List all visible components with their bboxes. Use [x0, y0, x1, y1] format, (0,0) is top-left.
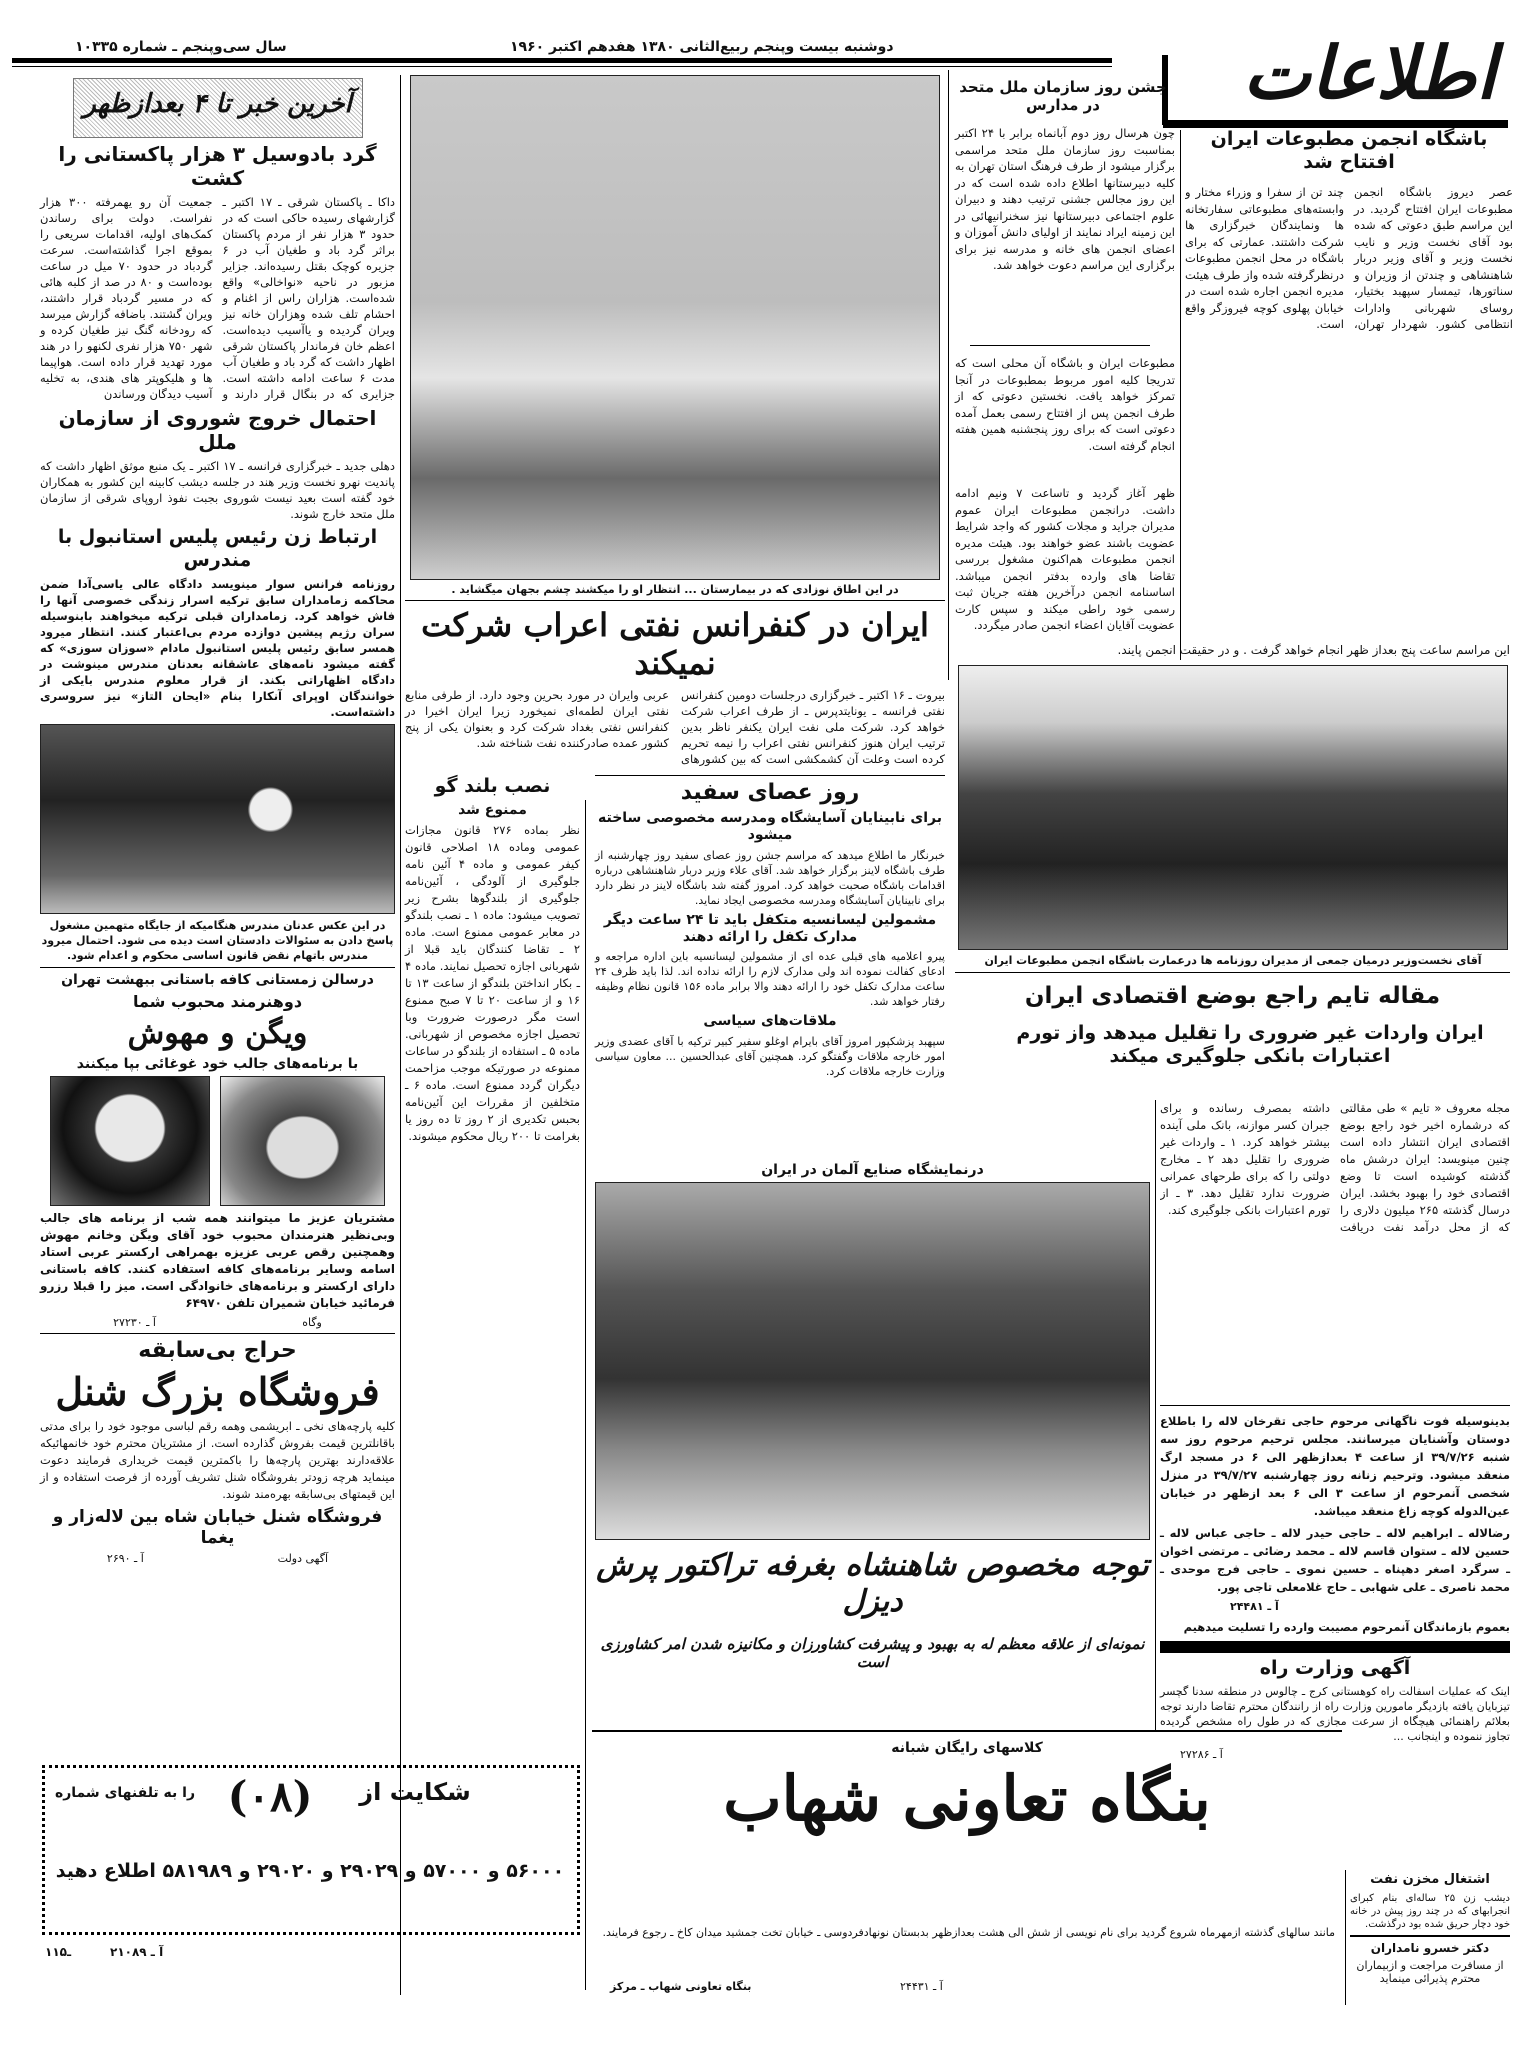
- column-rule: [948, 70, 949, 680]
- complaint-label: شکایت از: [359, 1778, 471, 1806]
- complaint-numbers: ۵۶۰۰۰ و ۵۷۰۰۰ و ۲۹۰۲۹ و ۲۹۰۲۰ و ۵۸۱۹۸۹ اطلاع دهید: [55, 1860, 565, 1882]
- soviet-body: دهلی جدید ـ خبرگزاری فرانسه ـ ۱۷ اکتبر ـ یک منبع موثق اظهار داشت که پاندیت نهرو نخست وزیر هند در جلسه دیشب کابینه این کشور به همکاران خود گفته است بعید نیست شوروی بجبت نفوذ اروپای شرقی از سازمان ملل متحد خارج شوند.: [40, 459, 395, 521]
- complaint-ref: آ ـ ۲۱۰۸۹: [110, 1945, 164, 1959]
- harraj-agency: آگهی دولت: [277, 1552, 329, 1566]
- time-body: مجله معروف « تایم » طی مقالتی که درشماره اخیر خود راجع بوضع اقتصادی ایران انتشار داده است چنین مینویسد: ایران درشش ماه گذشته کوشیده است تا وضع اقتصادی خود را بهبود بخشد. ایران درسال گذشته ۲۶۵ میلیون دلاری را که از محل درآمد نفت دریافت داشته بمصرف رسانده و برای جبران کسر موازنه، بانک ملی آینده بیشتر خواهد کرد. ۱ ـ واردات غیر ضروری را تقلیل دهد ۲ ـ مخارج دولتی را که برای طرحهای عمرانی ضرورت ندارد تقلیل دهد. ۳ ـ از تورم اعتبارات بانکی جلوگیری کند.: [1160, 1101, 1510, 1234]
- obituary-ref: آ ـ ۲۴۴۸۱: [1230, 1600, 1279, 1613]
- obituary-body: بدینوسیله فوت ناگهانی مرحوم حاجی تقرخان لاله را باطلاع دوستان وآشنایان میرسانند. مجلس ترحیم مرحوم روز سه شنبه ۳۹/۷/۲۶ از ساعت ۴ بعدازظهر الی ۶ در مسجد ارگ منعقد میشود. وترحیم زنانه روز چهارشنبه ۳۹/۷/۲۷ در منزل شخصی آنمرحوم از ساعت ۳ الی ۶ بعد ازظهر در خیابان عین‌الدوله کوچه زاغ منعقد میباشد.: [1160, 1414, 1511, 1518]
- hospital-photo-caption: در این اطاق نوزادی که در بیمارستان ... انتظار او را میکشند چشم بجهان میگشاید .: [451, 583, 899, 596]
- press-club-headline: باشگاه انجمن مطبوعات ایران افتتاح شد: [1210, 128, 1488, 173]
- pakistan-headline: گرد بادوسیل ۳ هزار پاکستانی را کشت: [58, 142, 377, 190]
- loudspeaker-column: [405, 775, 580, 1146]
- column-rule: [400, 75, 401, 1995]
- issue-date: دوشنبه بیست وپنجم ربیع‌الثانی ۱۳۸۰ هفدهم اکتبر ۱۹۶۰: [510, 39, 894, 55]
- trial-photo-caption: در این عکس عدنان مندرس هنگامیکه از جایگاه متهمین مشغول پاسخ دادن به سئوالات دادستان است دیده می شود. احتمال میرود مندرس باتهام نقض قانون اساسی محکوم و اعدام شود.: [41, 918, 394, 962]
- tractor-subheadline: نمونه‌ای از علاقه معظم له به بهبود و پیشرفت کشاورزان و مکانیزه شدن امر کشاورزی است: [600, 1635, 1145, 1671]
- header-rule: [12, 58, 1112, 63]
- harraj-store: فروشگاه بزرگ شنل: [55, 1368, 380, 1414]
- oil-headline: ایران در کنفرانس نفتی اعراب شرکت نمیکند: [421, 606, 929, 683]
- istanbul-body: روزنامه فرانس سوار مینویسد دادگاه عالی یاسی‌آدا ضمن محاکمه زمامداران سابق ترکیه اسرار زندگی خصوصی آنها را فاش خواهد کرد. زمامداران قبلی ترکیه میخواهند بابنوسیله سران رژیم پیشین دوازده مردم بی‌اعتبار کنند. انتظار میرود همسر سابق رئیس پلیس استانبول مادام «سوزان سوزی» که گفته میشود نامه‌های عاشقانه بعدنان مندرس مینوشت در دادگاه اظهاراتی بکند. از قرار معلوم مندرس بایکی از خوانندگان اوپرای آنکارا بنام «ایحان التاز» نیز سروسری داشته‌است.: [40, 576, 395, 719]
- road-ad-ref: آ ـ ۲۷۲۸۶: [1180, 1747, 1223, 1761]
- white-cane-subheadline: برای نابینایان آسایشگاه ومدرسه مخصوصی ساخته میشود: [598, 810, 942, 843]
- istanbul-headline: ارتباط زن رئیس پلیس استانبول با مندرس: [57, 526, 378, 571]
- column-rule: [1345, 1870, 1346, 2005]
- divider: [1350, 1935, 1510, 1937]
- column-rule: [1180, 130, 1181, 660]
- divider: [405, 600, 945, 601]
- press-club-body: عصر دیروز باشگاه انجمن مطبوعات ایران افتتاح گردید. در این مراسم طبق دعوتی که شده بود آقای نخست وزیر و نایب نخست وزیر و آقای وزیر دربار شاهنشاهی و چندتن از وزیران و سناتورها، تیمسار سپهبد بختیار، روسای شهربانی وادارات انتظامی کشور. شهردار تهران، چند تن از سفرا و وزراء مختار و وابسته‌های مطبوعاتی سفارتخانه ها ونمایندگان خبرگزاری ها شرکت داشتند. عمارتی که برای باشگاه در محل انجمن مطبوعات درنظرگرفته شده واز طرف هیئت مدیره انجمن اجاره شده است در خیابان پهلوی کوچه فیروزگر واقع است.: [1185, 185, 1513, 331]
- doctor-body: از مسافرت مراجعت و ازبیماران محترم پذیرائی مینماید: [1356, 1958, 1504, 1986]
- oil-depot-body: دیشب زن ۲۵ ساله‌ای بنام کبرای انجرابهای که در چند روز پیش در خانه خود دچار حریق شده بود درگذشت.: [1350, 1892, 1510, 1930]
- press-club-closing: این مراسم ساعت پنج بعداز ظهر انجام خواهد گرفت . و در حقیقت انجمن پایند.: [1117, 643, 1510, 657]
- masthead-title: اطلاعات: [1243, 30, 1496, 115]
- black-bar: [1160, 1641, 1510, 1653]
- doctor-title: دکتر خسرو نامداران: [1370, 1940, 1490, 1955]
- cafe-line3: با برنامه‌های جالب خود غوغائی بپا میکنند: [76, 1055, 359, 1072]
- divider: [40, 1333, 395, 1334]
- divider: [40, 967, 395, 968]
- draftees-body: پیرو اعلامیه های قبلی عده ای از مشمولین لیسانسیه باین اداره مراجعه و ادعای کفالت نموده اند ولی مدارک لازم را ارائه نداده اند. لذا باید ظرف ۲۴ ساعت مدارک تکفل خود را ارائه دهند والا برابر ماده ۱۵۶ قانون نظام وظیفه رفتار خواهد شد.: [595, 950, 945, 1009]
- shahab-ref: آ ـ ۲۴۴۳۱: [900, 1980, 943, 1993]
- road-ad-body: اینک که عملیات اسفالت راه کوهستانی کرج ـ چالوس در منطقه سدنا گچسر تیزبایان یافته بازدیگر مامورین وزارت راه از رانندگان محترم تقاضا دارند توجه بعلائم راهنمائی هیچگاه از سرعت مجازی که در طول راه مشخص گردیده تجاوز ننموده و اینجانب ...: [1160, 1684, 1510, 1743]
- german-fair-photo: [595, 1182, 1150, 1540]
- complaint-code2: ۱ـ۱۵: [45, 1945, 72, 1959]
- pm-photo: [958, 665, 1508, 950]
- shahab-body: مانند سالهای گذشته ازمهرماه شروع گردید برای نام نویسی از شش الی هشت بعدازظهر بدبستان نونهادفردوسی ـ خیابان تخت جمشید میدان کاخ ـ رجوع فرمایند.: [602, 1926, 1335, 1939]
- cafe-line2: دوهنرمند محبوب شما: [132, 992, 303, 1012]
- shahab-top: کلاسهای رایگان شبانه: [891, 1740, 1043, 1756]
- harraj-body: کلیه پارچه‌های نخی ـ ابریشمی وهمه رقم لباسی موجود خود را برای مدتی باقانلترین قیمت بفروش گذارده است. از مشتریان محترم خود خانمهائیکه علاقه‌دارند بهترین پارچه‌ها را باکمترین قیمت خریداری فرمایند دعوت مینماید هرچه زودتر بفروشگاه شنل تشریف آورده از فرصت استفاده و از این قیمتهای بی‌سابقه بهره‌مند شوند.: [40, 1419, 395, 1502]
- harraj-ref: آ ـ ۲۶۹۰: [106, 1552, 144, 1566]
- cafe-body: مشتریان عزیز ما میتوانند همه شب از برنامه های جالب وبی‌نظیر هنرمندان محبوب خود آقای ویگن وخانم مهوش وهمچنین رقص عربی عزیزه بهمراهی ارکستر عربی استاد اسامه وسایر برنامه‌های کافه استفاده کنند. کافه باستانی دارای ارکستر و برنامه‌های خانوادگی است. میز را قبلا رزرو فرمائید خیابان شمیران تلفن ۶۴۹۷۰: [40, 1211, 395, 1311]
- harraj-title: حراج بی‌سابقه: [138, 1338, 297, 1364]
- masthead-bar: [1163, 120, 1508, 128]
- divider: [595, 775, 945, 776]
- pm-photo-caption: آقای نخست‌وزیر درمیان جمعی از مدیران روزنامه ها درعمارت باشگاه انجمن مطبوعات ایران: [984, 954, 1482, 967]
- un-day-body: چون هرسال روز دوم آبانماه برابر با ۲۴ اکتبر بمناسبت روز سازمان ملل متحد مراسمی برگزار میشود از طرف فرهنگ استان تهران به کلیه دبیرستانها اطلاع داده شده است که در این روز مجالس جشنی ترتیب دهند و دبیران علوم اجتماعی دبیرستانها نیز سخنرانیهائی در این زمینه ایراد نمایند از اولیای دانش آموزان و اعضای انجمن های خانه و مدرسه نیز برای برگزاری این مراسم دعوت خواهد شد.: [955, 126, 1175, 272]
- pakistan-body: داکا ـ پاکستان شرقی ـ ۱۷ اکتبر ـ گزارشهای رسیده حاکی است که در حدود ۳ هزار نفر از مردم پاکستان براثر گرد باد و طغیان آب در ۶ جزیره کوچک بقتل رسیده‌اند. جزایر مزبور در ناحیه «نواخالی» واقع شده‌است. هزاران راس از اغنام و احشام تلف شده وهزاران خانه نیز ویران گردیده و یاآسیب دیده‌است. اعظم خان فرماندار پاکستان شرقی اظهار داشت که گرد باد و طغیان آب مدت ۶ ساعت ادامه داشته است. جزایری که در بنگال قرار دارند و جمعیت آن رو یهمرفته ۳۰۰ هزار نفراست. دولت برای رساندن کمک‌های اولیه، اقدامات سریعی را بموقع اجرا گذاشته‌است. سرعت گردباد در حدود ۷۰ میل در ساعت بوده‌است و ۸۰ در صد از کلبه هائی که در مسیر گردباد قرار داشتند، ویران گشتند. باضافه گزارش میرسد که رودخانه گنگ نیز طغیان کرده و شهر ۷۵۰ هزار نفری لکنهو را در هند مورد تهدید قرار داده است. هواپیما ها و هلیکوپتر های هندی، به تخلیه آسیب دیدگان ورساندن: [40, 195, 396, 401]
- cafe-line1: درسالن زمستانی کافه باستانی ببهشت تهران: [61, 971, 374, 988]
- harraj-address: فروشگاه شنل خیابان شاه بین لاله‌زار و یغما: [52, 1507, 383, 1548]
- soviet-headline: احتمال خروج شوروی از سازمان ملل: [58, 406, 377, 454]
- obituary-condolence: بعموم بازماندگان آنمرحوم مصیبت وارده را تسلیت میدهیم: [1183, 1620, 1510, 1634]
- cafe-artists: ویگن و مهوش: [127, 1015, 308, 1051]
- complaint-suffix: را به تلفنهای شماره: [54, 1785, 196, 1801]
- oil-depot-title: اشتغال مخزن نفت: [1370, 1872, 1490, 1887]
- loudspeaker-subheadline: ممنوع شد: [458, 801, 527, 818]
- center-subcolumns: [405, 775, 945, 1146]
- shahab-signature: بنگاه تعاونی شهاب ـ مرکز: [610, 1980, 752, 1993]
- right-bottom-column: [1160, 1412, 1510, 1761]
- meetings-headline: ملاقات‌های سیاسی: [703, 1013, 837, 1030]
- trial-photo: [40, 724, 395, 914]
- header-rule-thin: [12, 66, 1112, 67]
- left-column: [40, 78, 395, 1565]
- draftees-headline: مشمولین لیسانسیه متکفل باید تا ۲۴ ساعت دیگر مدارک تکفل را ارائه دهند: [603, 911, 937, 945]
- time-headline: مقاله تایم راجع بوضع اقتصادی ایران: [1024, 983, 1441, 1009]
- cafe-ref-row: [40, 1316, 395, 1329]
- loudspeaker-body: نظر بماده ۲۷۶ قانون مجازات عمومی وماده ۱۸ اصلاحی قانون کیفر عمومی و ماده ۴ آئین نامه جلوگیری از آلودگی ، آئین‌نامه جلوگیری از بلندگوها بشرح زیر تصویب میشود: ماده ۱ ـ نصب بلندگو در معابر عمومی ممنوع است. ماده ۲ ـ تقاضا کنندگان باید قبلا از شهربانی اجازه تحصیل نمایند. ماده ۴ ـ بکار انداختن بلندگو از ساعت ۱۳ تا ۱۶ و از ساعت ۲۰ تا ۷ صبح ممنوع است مگر درصورت ضرورت وبا تحصیل اجازه مخصوص از شهربانی. ماده ۵ ـ استفاده از بلندگو در ساعات ممنوعه در صورتیکه موجب مزاحمت دیگران گردد ممنوع است. ماده ۶ ـ متخلفین از مقررات این آئین‌نامه بحبس تکدیری از ۲ روز تا ده روز یا بغرامت تا ۲۰۰ ریال محکوم میشوند.: [405, 823, 581, 1144]
- news-column: [595, 775, 945, 1146]
- un-day-body-2: مطبوعات ایران و باشگاه آن محلی است که تدریجا کلیه امور مربوط بمطبوعات در آنجا تمرکز خواهد یافت. نخستین دعوتی که از طرف انجمن پس از افتتاح رسمی بعمل آمده دعوتی است که برای روز پنجشنبه همین هفته انجام گرفته است.: [955, 356, 1175, 453]
- notices-column: [1350, 1872, 1510, 1985]
- divider: [970, 345, 1150, 346]
- tractor-headline: توجه مخصوص شاهنشاه بغرفه تراکتور پرش دیزل: [596, 1548, 1149, 1619]
- mahvash-photo: [50, 1076, 210, 1206]
- divider: [1160, 1405, 1510, 1406]
- obituary-names: رضالاله ـ ابراهیم لاله ـ حاجی حیدر لاله ـ حاجی عباس لاله ـ حسین لاله ـ ستوان قاسم لاله ـ محمد رضائی ـ مرتضی اخوان ـ سرگرد اصغر دهپناه ـ حسین نموی ـ حاجی فرج موحدی ـ محمد ناصری ـ علی شهابی ـ حاج غلامعلی تاجی پور.: [1160, 1526, 1510, 1594]
- german-fair-title: درنمایشگاه صنایع آلمان در ایران: [761, 1162, 984, 1178]
- press-club-body-2: ظهر آغاز گردید و تاساعت ۷ ونیم ادامه داشت. درانجمن مطبوعات ایران عموم مدیران جراید و مجلات کشور که واجد شرایط عضویت باشند عضو خواهند بود. هیئت مدیره انجمن مطبوعات هم‌اکنون مشغول بررسی تقاضا های وارده بدفتر انجمن میباشد. اساسنامه انجمن درآخرین هفته جریان ثبت رسمی خود راطی میکند و سپس کارت عضویت آقایان اعضاء انجمن صادر میگردد.: [955, 486, 1175, 632]
- meetings-body: سپهبد پزشکپور امروز آقای بایرام اوغلو سفیر کبیر ترکیه با آقای عضدی وزیر امور خارجه ملاقات وگفتگو کرد. همچنین آقای عبدالحسین ... معاون سیاسی وزارت خارجه ملاقات کرد.: [595, 1035, 945, 1079]
- issue-number: سال سی‌وپنجم ـ شماره ۱۰۳۳۵: [75, 39, 287, 55]
- un-day-headline: جشن روز سازمان ملل متحد در مدارس: [959, 78, 1167, 114]
- center-column: [405, 606, 945, 1145]
- vigen-photo: [220, 1076, 385, 1206]
- road-ad-title: آگهی وزارت راه: [1259, 1657, 1411, 1679]
- cafe-ref: آ ـ ۲۷۲۳۰: [113, 1316, 156, 1330]
- column-rule: [1155, 1100, 1156, 1730]
- hospital-photo: [410, 75, 940, 580]
- white-cane-body: خبرنگار ما اطلاع میدهد که مراسم جشن روز عصای سفید روز چهارشنبه از طرف باشگاه لاینز برگزار خواهد شد. آقای علاء وزیر دربار شاهنشاهی درباره اقدامات باشگاه صحبت خواهد کرد. امروز گفته شد باشگاه لاینز در نظر دارد برای نابینایان آسایشگاه ومدرسه مخصوصی ایجاد نماید.: [595, 848, 945, 907]
- divider: [955, 972, 1510, 973]
- loudspeaker-headline: نصب بلند گو: [434, 774, 551, 797]
- latest-news-banner: آخرین خبر تا ۴ بعدازظهر: [73, 78, 363, 138]
- singer-photos: [40, 1076, 395, 1206]
- harraj-ref-row: [40, 1552, 395, 1565]
- cafe-agency: وگاه: [302, 1316, 322, 1330]
- time-subheadline: ایران واردات غیر ضروری را تقلیل میدهد واز تورم اعتبارات بانکی جلوگیری میکند: [1016, 1022, 1484, 1067]
- complaint-code: (۰۸): [227, 1772, 313, 1821]
- shahab-title: بنگاه تعاونی شهاب: [723, 1762, 1211, 1835]
- oil-body: بیروت ـ ۱۶ اکتبر ـ خبرگزاری درجلسات دومین کنفرانس نفتی فرانسه ـ یونایتدپرس ـ از طرف اعراب شرکت خواهد کرد. شرکت ملی نفت ایران یکنفر ناظر بدین ترتیب ایران هنوز کنفرانس نفتی اعراب را نیمه تحریم کرده است وعلت آن کشمکشی است که بین کشورهای عربی وایران در مورد بحرین وجود دارد. از طرفی منابع نفتی ایران لطمه‌ای نمیخورد زیرا ایران اخیرا در کنفرانس نفتی بغداد شرکت کرد و بعنوان یکی از پنج کشور عمده صادرکننده نفت شناخته شد.: [405, 687, 946, 766]
- white-cane-headline: روز عصای سفید: [680, 779, 860, 805]
